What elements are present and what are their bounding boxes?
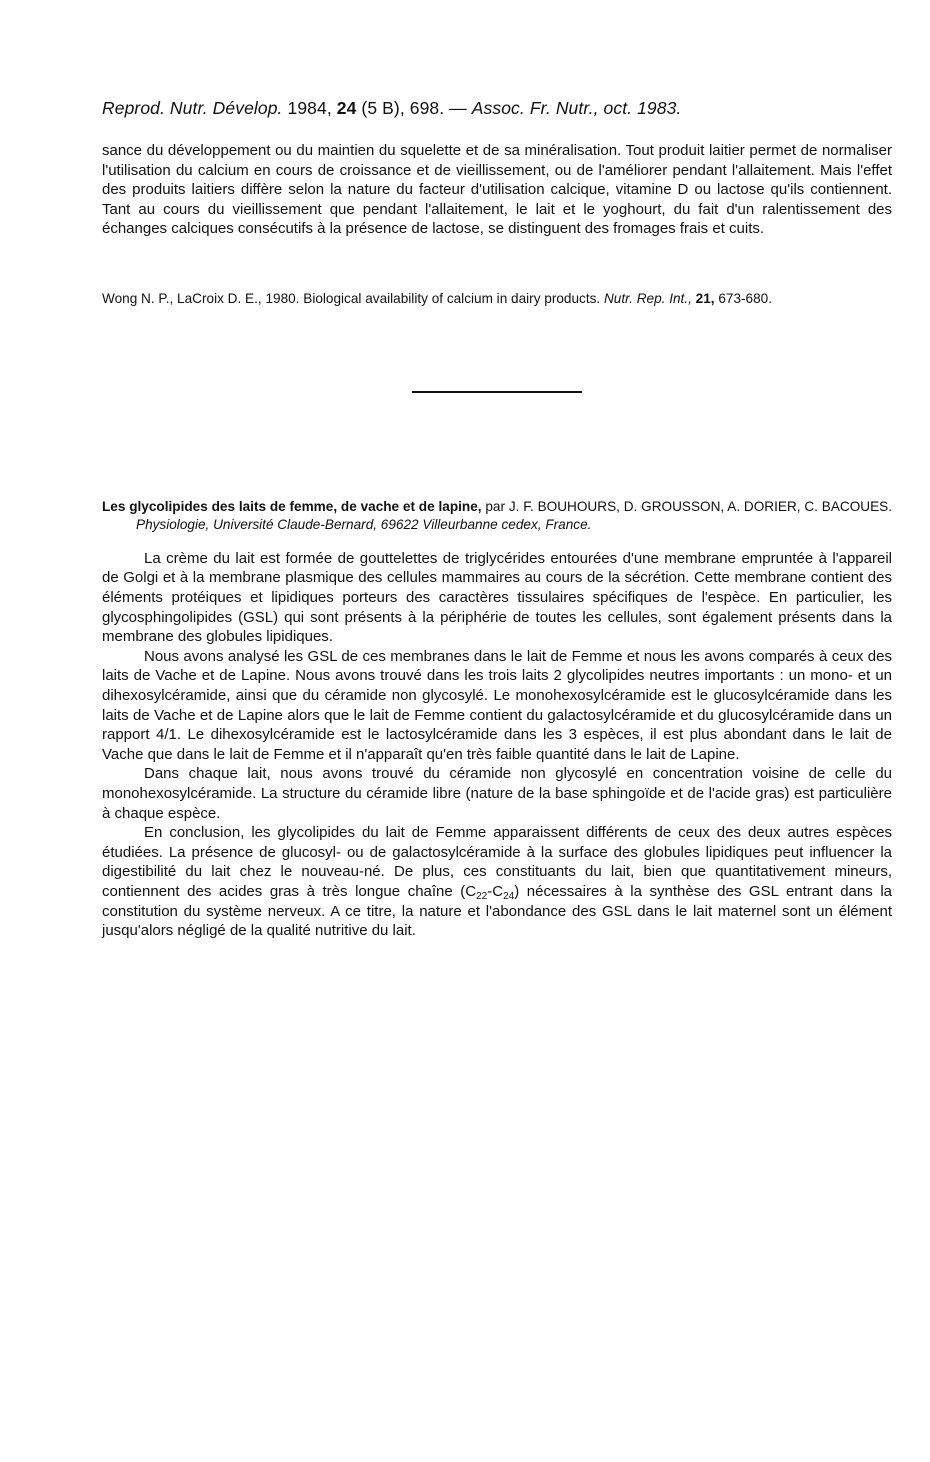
divider-line — [412, 391, 582, 393]
reference-title: Biological availability of calcium in dairy products. — [303, 290, 601, 306]
reference-journal: Nutr. Rep. Int., — [603, 290, 692, 306]
body-paragraph-conclusion — [102, 823, 892, 941]
carbon-subscript-24: 24 — [503, 890, 515, 902]
reference-entry — [102, 290, 892, 308]
header-issue-pages: (5 B), 698. — — [361, 98, 467, 118]
continuation-paragraph: sance du développement ou du maintien du squelette et de sa minéralisation. Tout produit laitier permet de normaliser l'utilisation du calcium en cours de croissance et de vieillissement, ou de l'améliorer pendant l'allaitement. Mais l'effet des produits laitiers diffère selon la nature du facteur d'utilisation calcique, vitamine D ou lactose qu'ils contiennent. Tant au cours du vieillissement que pendant l'allaitement, le lait et le yoghourt, du fait d'un ralentissement des échanges calciques consécutifs à la présence de lactose, se distinguent des fromages frais et cuits. — [102, 142, 892, 238]
carbon-subscript-22: 22 — [476, 890, 488, 902]
body-paragraph-3: Dans chaque lait, nous avons trouvé du céramide non glycosylé en concentration voisine de celle du monohexosylcéramide. La structure du céramide libre (nature de la base sphingoïde et de l'acide gras) est particulière à chaque espèce. — [102, 765, 892, 822]
section-divider — [102, 391, 892, 393]
conclusion-dash: -C — [487, 882, 504, 900]
article-title: Les glycolipides des laits de femme, de vache et de lapine, — [102, 499, 482, 515]
header-journal: Reprod. Nutr. Dévelop. — [102, 98, 283, 118]
article-by: par — [485, 499, 506, 515]
page — [102, 96, 892, 941]
article-body — [102, 549, 892, 941]
running-header — [102, 96, 892, 120]
header-volume: 24 — [336, 98, 357, 118]
reference-pages: 673-680. — [718, 290, 772, 306]
reference-authors: Wong N. P., LaCroix D. E., 1980. — [102, 290, 300, 306]
header-year: 1984, — [287, 98, 332, 118]
conclusion-text-1: En conclusion, les glycolipides du lait de Femme apparaissent différents de ceux des deux autres espèces étudiées. La présence de glucosyl- ou de galactosylcéramide à la surface des globules lipidiques peut influencer la digestibilité du lait chez le nouveau-né. De plus, ces constituants du lait, bien que quantitativement mineurs, contiennent des acides gras à très longue chaîne (C — [102, 824, 892, 900]
article-affiliation: Physiologie, Université Claude-Bernard, 69622 Villeurbanne cedex, France. — [136, 516, 592, 532]
conclusion-text-2: ) nécessaires à la synthèse des GSL entrant dans la constitution du système nerveux. A ce titre, la nature et l'abondance des GSL dans le lait maternel sont un élément jusqu'alors négligé de la qualité nutritive du lait. — [102, 882, 892, 940]
header-assoc: Assoc. Fr. Nutr., oct. 1983. — [471, 98, 682, 118]
article-authors: J. F. BOUHOURS, D. GROUSSON, A. DORIER, C. BACOUES. — [508, 499, 893, 515]
article-heading — [102, 498, 892, 532]
body-paragraph-2: Nous avons analysé les GSL de ces membranes dans le lait de Femme et nous les avons comparés à ceux des laits de Vache et de Lapine. Nous avons trouvé dans les trois laits 2 glycolipides neutres importants : un mono- et un dihexosylcéramide, ainsi que du céramide non glycosylé. Le monohexosylcéramide est le glucosylcéramide dans les laits de Vache et de Lapine alors que le lait de Femme contient du galactosylcéramide et du glucosylcéramide dans un rapport 4/1. Le dihexosylcéramide est le lactosylcéramide dans les 3 espèces, il est plus abondant dans le lait de Vache que dans le lait de Femme et il n'apparaît qu'en très faible quantité dans le lait de Lapine. — [102, 647, 892, 763]
reference-volume: 21, — [695, 290, 715, 306]
body-paragraph-1: La crème du lait est formée de gouttelettes de triglycérides entourées d'une membrane empruntée à l'appareil de Golgi et à la membrane plasmique des cellules mammaires au cours de la sécrétion. Cette membrane contient des éléments protéiques et lipidiques porteurs des caractères tissulaires spécifiques de l'espèce. En particulier, les glycosphingolipides (GSL) qui sont présents à la périphérie de toutes les cellules, sont également présents dans la membrane des globules lipidiques. — [102, 549, 892, 646]
